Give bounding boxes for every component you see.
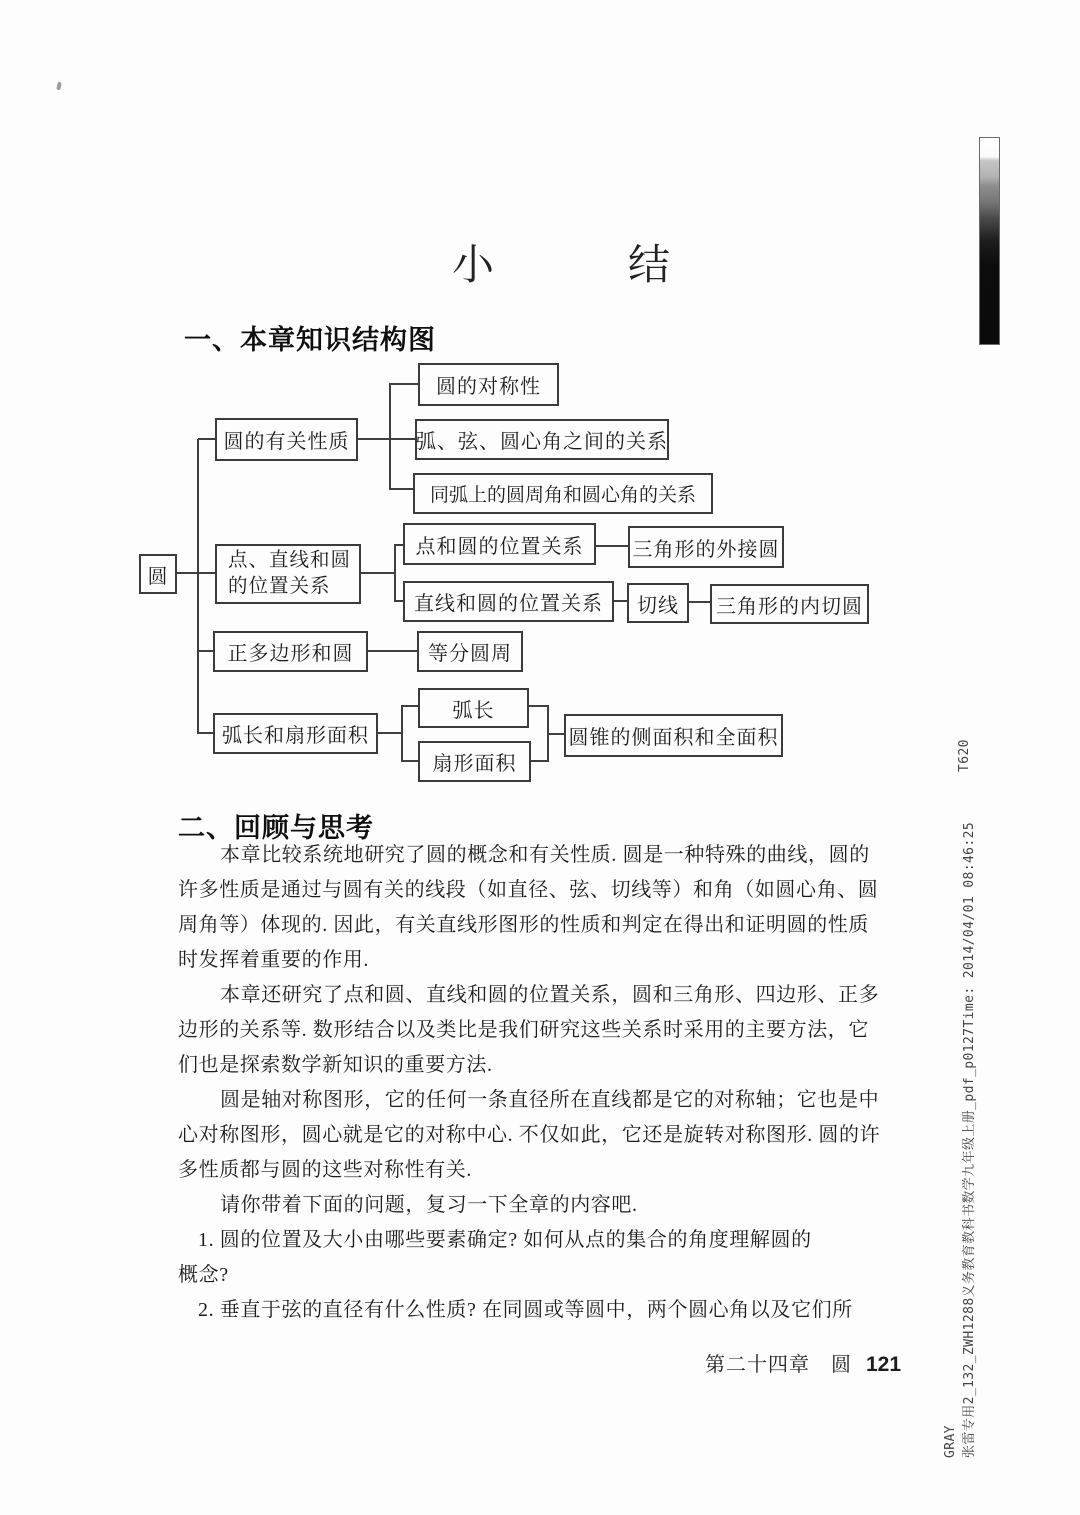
- connector-line: [614, 600, 627, 602]
- footer-chapter-label: 第二十四章 圆: [705, 1354, 852, 1376]
- connector-line: [197, 439, 199, 734]
- connector-line: [360, 572, 395, 574]
- connector-line: [389, 488, 413, 490]
- body-line: 本章比较系统地研究了圆的概念和有关性质. 圆是一种特殊的曲线，圆的: [220, 844, 870, 866]
- connector-line: [389, 438, 415, 440]
- body-line: 多性质都与圆的这些对称性有关.: [178, 1159, 472, 1181]
- section2-heading: 二、回顾与思考: [178, 813, 374, 843]
- flowchart-box-regular-polygon: 正多边形和圆: [213, 631, 368, 672]
- grayscale-calibration-bar: [979, 137, 1000, 345]
- flowchart-box-circumscribed: 三角形的外接圆: [628, 526, 784, 568]
- connector-line: [529, 705, 549, 707]
- scan-speck: [56, 82, 62, 91]
- body-line: 边形的关系等. 数形结合以及类比是我们研究这些关系时采用的主要方法，它: [178, 1019, 869, 1041]
- flowchart-box-circle: 圆: [139, 554, 177, 594]
- connector-line: [198, 650, 213, 652]
- flowchart-box-properties: 圆的有关性质: [215, 418, 358, 461]
- flowchart-box-arc-chord-angle: 弧、弦、圆心角之间的关系: [415, 419, 669, 460]
- body-line: 们也是探索数学新知识的重要方法.: [178, 1054, 493, 1076]
- body-line: 许多性质是通过与圆有关的线段（如直径、弦、切线等）和角（如圆心角、圆: [178, 879, 879, 901]
- section1-heading: 一、本章知识结构图: [184, 325, 436, 355]
- connector-line: [394, 544, 403, 546]
- body-line: 心对称图形，圆心就是它的对称中心. 不仅如此，它还是旋转对称图形. 圆的许: [178, 1124, 881, 1146]
- page-title: 小 结: [452, 243, 717, 289]
- connector-line: [389, 383, 418, 385]
- flowchart-box-sector-area: 扇形面积: [418, 741, 531, 782]
- connector-line: [689, 601, 710, 603]
- flowchart-box-divide-circle: 等分圆周: [417, 631, 523, 672]
- connector-line: [378, 732, 403, 734]
- scan-code: T620: [957, 739, 972, 772]
- scan-watermark: 张雷专用2_132_ZWH1288义务教育教科书数学九年级上册_pdf_p0127Time: 2014/04/01 08:46:25: [962, 821, 977, 1458]
- flowchart-box-line-circle: 直线和圆的位置关系: [403, 581, 614, 622]
- connector-line: [548, 733, 564, 735]
- connector-line: [401, 706, 403, 762]
- connector-line: [198, 438, 215, 440]
- body-line: 圆是轴对称图形，它的任何一条直径所在直线都是它的对称轴；它也是中: [220, 1089, 880, 1111]
- flowchart-box-inscribed-central: 同弧上的圆周角和圆心角的关系: [413, 473, 713, 514]
- connector-line: [401, 705, 418, 707]
- connector-line: [198, 732, 213, 734]
- flowchart-box-arc-length: 弧长: [418, 688, 529, 728]
- flowchart-box-arc-sector: 弧长和扇形面积: [213, 713, 378, 754]
- flowchart-box-point-circle: 点和圆的位置关系: [403, 523, 596, 565]
- flowchart-box-inscribed-circle: 三角形的内切圆: [710, 584, 869, 624]
- connector-line: [401, 760, 418, 762]
- flowchart-box-tangent: 切线: [627, 583, 689, 623]
- connector-line: [357, 438, 390, 440]
- body-line: 周角等）体现的. 因此，有关直线形图形的性质和判定在得出和证明圆的性质: [178, 914, 869, 936]
- connector-line: [175, 572, 198, 574]
- connector-line: [368, 650, 417, 652]
- scan-mode-label: GRAY: [943, 1425, 958, 1458]
- body-line: 本章还研究了点和圆、直线和圆的位置关系，圆和三角形、四边形、正多: [220, 984, 880, 1006]
- body-line: 概念?: [178, 1264, 229, 1286]
- body-line: 时发挥着重要的作用.: [178, 949, 369, 971]
- connector-line: [596, 545, 628, 547]
- body-line: 2. 垂直于弦的直径有什么性质? 在同圆或等圆中，两个圆心角以及它们所: [198, 1299, 853, 1321]
- body-line: 请你带着下面的问题，复习一下全章的内容吧.: [220, 1194, 638, 1216]
- flowchart-box-cone-area: 圆锥的侧面积和全面积: [564, 714, 783, 757]
- page-footer: [705, 1348, 901, 1377]
- flowchart-box-symmetry: 圆的对称性: [418, 363, 559, 406]
- connector-line: [394, 600, 403, 602]
- connector-line: [389, 384, 391, 490]
- flowchart-box-positions: 点、直线和圆的位置关系: [215, 544, 361, 604]
- footer-page-number: 121: [866, 1353, 902, 1376]
- connector-line: [198, 572, 215, 574]
- body-line: 1. 圆的位置及大小由哪些要素确定? 如何从点的集合的角度理解圆的: [198, 1229, 812, 1251]
- connector-line: [394, 545, 396, 602]
